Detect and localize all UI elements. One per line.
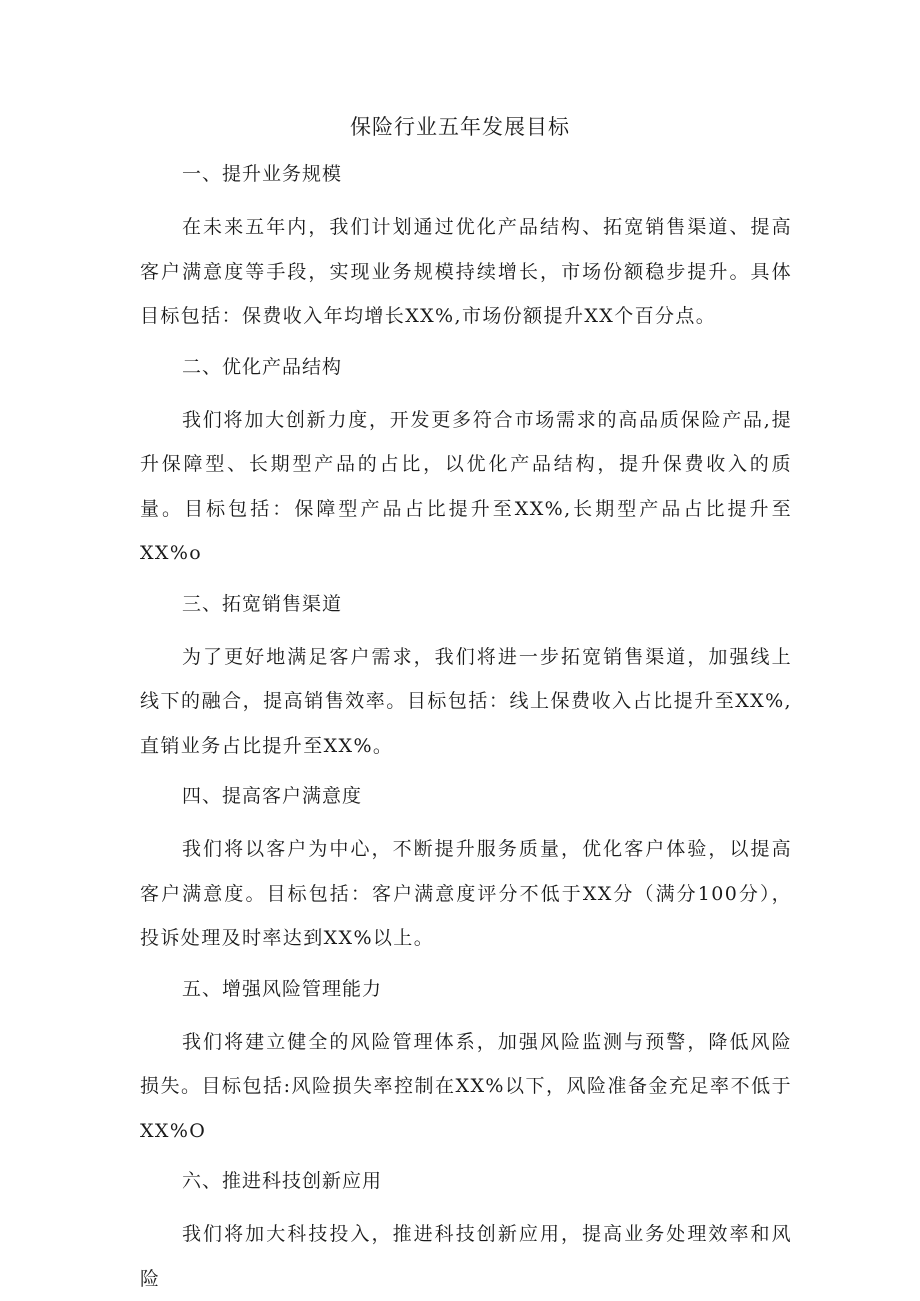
section-heading: 四、提高客户满意度	[182, 785, 363, 807]
document-title: 保险行业五年发展目标	[350, 115, 570, 139]
section-paragraph: 我们将加大创新力度，开发更多符合市场需求的高品质保险产品,提升保障型、长期型产品的占比，以优化产品结构，提升保费收入的质量。目标包括：保障型产品占比提升至XX%,长期型产品占比提升至XX%o	[140, 408, 792, 564]
section-heading: 二、优化产品结构	[182, 355, 343, 378]
section-paragraph: 我们将以客户为中心，不断提升服务质量，优化客户体验，以提高客户满意度。目标包括：客户满意度评分不低于XX分（满分100分），投诉处理及时率达到XX%以上。	[140, 838, 792, 949]
section-business-scale	[140, 158, 792, 351]
document-body	[140, 158, 792, 1301]
section-paragraph: 我们将建立健全的风险管理体系，加强风险监测与预警，降低风险损失。目标包括:风险损失率控制在XX%以下，风险准备金充足率不低于XX%O	[140, 1030, 792, 1142]
section-heading: 三、拓宽销售渠道	[182, 592, 343, 615]
section-paragraph: 为了更好地满足客户需求，我们将进一步拓宽销售渠道，加强线上线下的融合，提高销售效率。目标包括：线上保费收入占比提升至XX%,直销业务占比提升至XX%。	[140, 645, 792, 757]
section-heading: 五、增强风险管理能力	[182, 977, 383, 1000]
section-tech-innovation	[140, 1165, 792, 1301]
section-risk-management	[140, 973, 792, 1166]
section-customer-satisfaction	[140, 780, 792, 973]
section-paragraph: 我们将加大科技投入，推进科技创新应用，提高业务处理效率和风险	[140, 1223, 792, 1290]
section-paragraph: 在未来五年内，我们计划通过优化产品结构、拓宽销售渠道、提高客户满意度等手段，实现业务规模持续增长，市场份额稳步提升。具体目标包括：保费收入年均增长XX%,市场份额提升XX个百分点。	[140, 216, 792, 327]
section-product-structure	[140, 351, 792, 588]
section-heading: 一、提升业务规模	[182, 163, 343, 185]
section-heading: 六、推进科技创新应用	[182, 1170, 383, 1192]
section-sales-channels	[140, 588, 792, 781]
